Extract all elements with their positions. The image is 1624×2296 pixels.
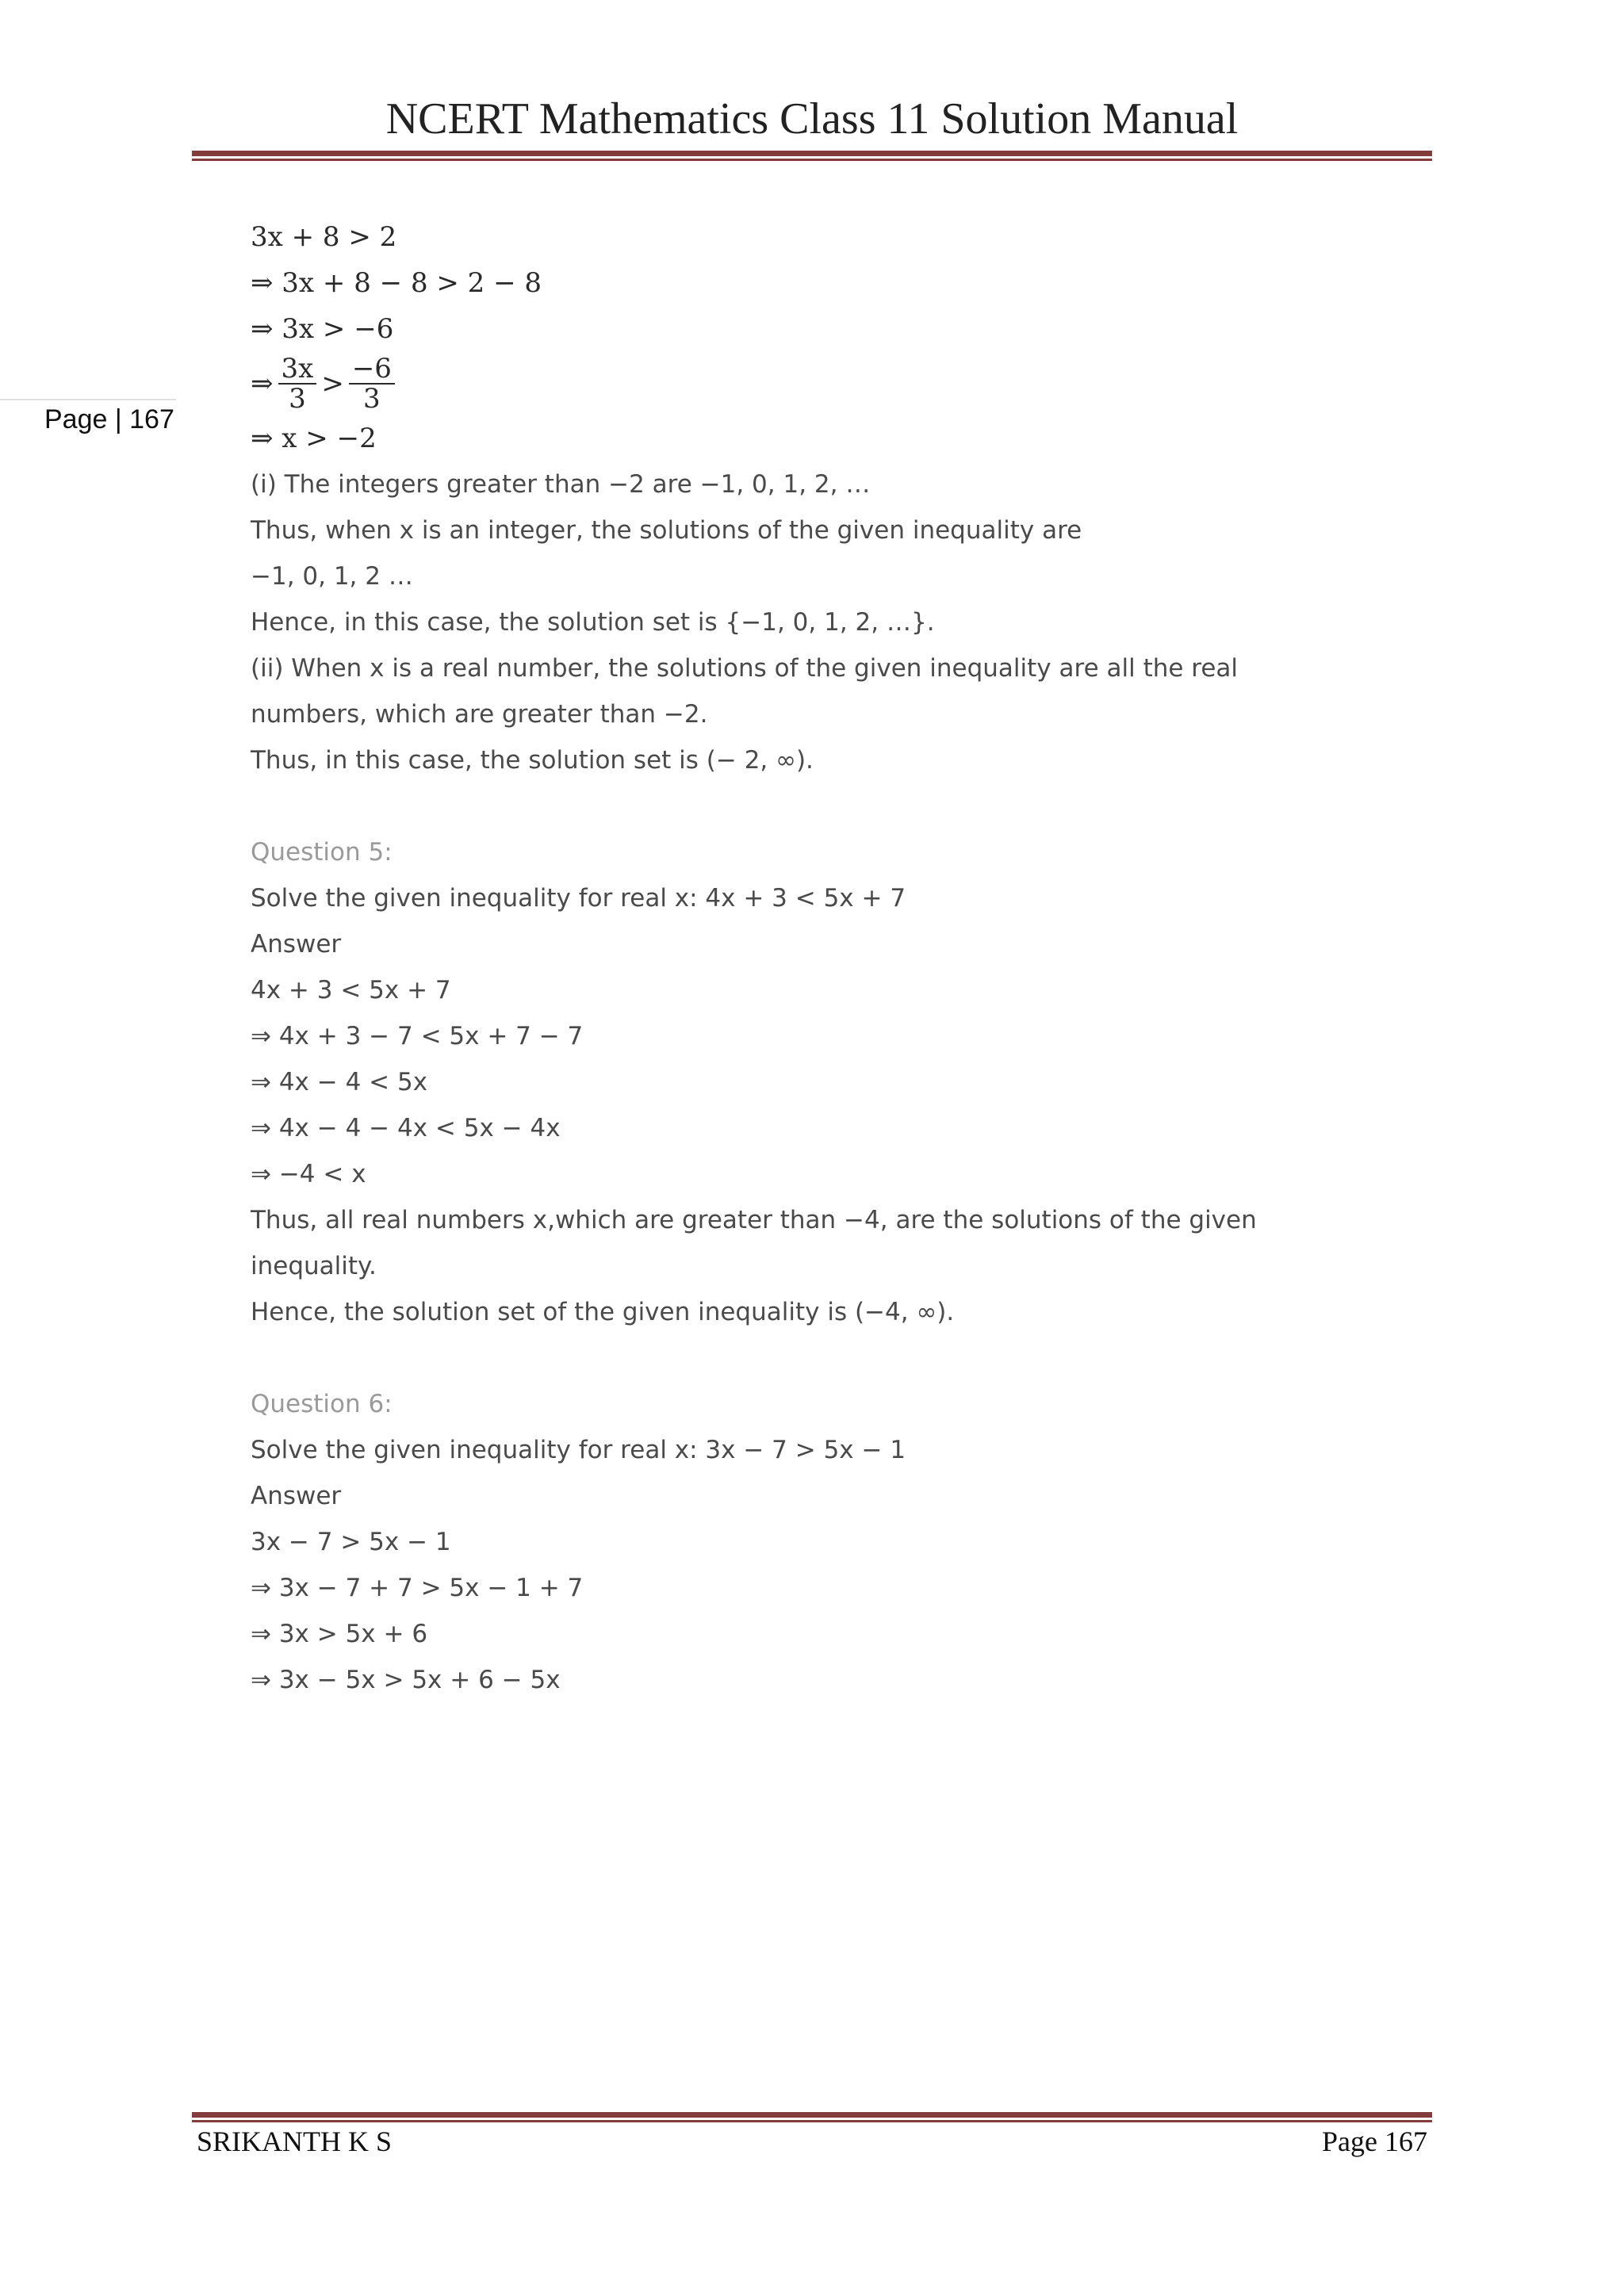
side-page-label: Page | 167 bbox=[44, 404, 174, 434]
solution-step: ⇒ 3x − 5x > 5x + 6 − 5x bbox=[251, 1666, 561, 1694]
conclusion-line: Thus, all real numbers x,which are greater than −4, are the solutions of the given bbox=[251, 1206, 1257, 1234]
solution-step: ⇒ 4x − 4 − 4x < 5x − 4x bbox=[251, 1114, 561, 1142]
fraction-numerator: 3x bbox=[278, 354, 317, 385]
solution-step: 3x − 7 > 5x − 1 bbox=[251, 1528, 451, 1556]
text-line: (i) The integers greater than −2 are −1, 0, 1, 2, … bbox=[251, 470, 871, 499]
comparison-operator: > bbox=[321, 368, 344, 400]
fraction-numerator: −6 bbox=[349, 354, 395, 385]
solution-step: ⇒ 4x − 4 < 5x bbox=[251, 1068, 428, 1096]
text-line: −1, 0, 1, 2 … bbox=[251, 562, 413, 591]
solution-step: ⇒ −4 < x bbox=[251, 1160, 366, 1188]
answer-label: Answer bbox=[251, 930, 342, 959]
text-line: Thus, in this case, the solution set is (− 2, ∞). bbox=[251, 746, 814, 775]
footer-author: SRIKANTH K S bbox=[197, 2126, 393, 2157]
footer-page-number: Page 167 bbox=[1322, 2126, 1427, 2157]
question-prompt: Solve the given inequality for real x: 4x + 3 < 5x + 7 bbox=[251, 884, 906, 913]
text-line: Hence, in this case, the solution set is {−1, 0, 1, 2, …}. bbox=[251, 608, 935, 637]
conclusion-line: Hence, the solution set of the given inequality is (−4, ∞). bbox=[251, 1298, 955, 1326]
math-line: ⇒ 3x + 8 − 8 > 2 − 8 bbox=[251, 267, 542, 299]
fraction-denominator: 3 bbox=[363, 383, 381, 415]
conclusion-line: inequality. bbox=[251, 1252, 377, 1280]
page-content bbox=[251, 214, 1400, 1703]
solution-step: ⇒ 3x − 7 + 7 > 5x − 1 + 7 bbox=[251, 1574, 584, 1602]
solution-step: ⇒ 4x + 3 − 7 < 5x + 7 − 7 bbox=[251, 1022, 584, 1050]
header-rule bbox=[192, 151, 1432, 161]
lhs-fraction bbox=[278, 354, 317, 413]
implies-symbol: ⇒ bbox=[251, 368, 274, 400]
question-heading: Question 5: bbox=[251, 838, 393, 867]
page-header-title: NCERT Mathematics Class 11 Solution Manual bbox=[385, 94, 1239, 144]
math-line: 3x + 8 > 2 bbox=[251, 221, 397, 253]
rhs-fraction bbox=[349, 354, 395, 413]
fraction-step bbox=[251, 352, 1400, 415]
fraction-denominator: 3 bbox=[289, 383, 306, 415]
solution-step: ⇒ 3x > 5x + 6 bbox=[251, 1620, 428, 1648]
question-heading: Question 6: bbox=[251, 1390, 393, 1418]
math-line: ⇒ 3x > −6 bbox=[251, 313, 394, 345]
question-prompt: Solve the given inequality for real x: 3x − 7 > 5x − 1 bbox=[251, 1436, 906, 1464]
math-line: ⇒ x > −2 bbox=[251, 423, 377, 454]
solution-step: 4x + 3 < 5x + 7 bbox=[251, 976, 451, 1004]
text-line: Thus, when x is an integer, the solutions of the given inequality are bbox=[251, 516, 1082, 545]
side-divider bbox=[0, 399, 176, 400]
footer-rule bbox=[192, 2112, 1432, 2122]
text-line: numbers, which are greater than −2. bbox=[251, 700, 708, 729]
text-line: (ii) When x is a real number, the solutions of the given inequality are all the real bbox=[251, 654, 1239, 683]
answer-label: Answer bbox=[251, 1482, 342, 1510]
